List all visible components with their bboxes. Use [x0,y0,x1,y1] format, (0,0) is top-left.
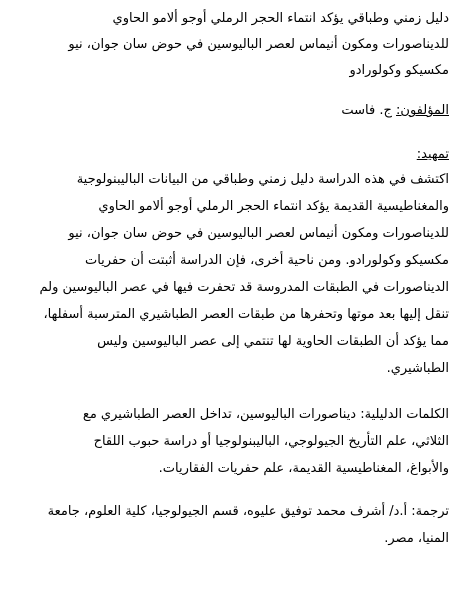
keywords-label: الكلمات الدليلية: [360,407,449,422]
intro-heading-text: تمهيد: [416,147,449,162]
intro-line: الديناصورات في الطبقات المدروسة قد تحفرت فيها في عصر الباليوسين ولم [39,280,449,295]
authors-value: ج. فاست [341,103,392,118]
intro-line: للديناصورات ومكون أنيماس لعصر الباليوسين في حوض سان جوان، نيو [68,226,449,241]
keywords-first-line [6,401,449,428]
translation-paragraph [6,498,449,552]
document-title [6,6,449,84]
translation-label: ترجمة: [411,504,449,519]
intro-line: مكسيكو وكولورادو. ومن ناحية أخرى، فإن الدراسة أثبتت أن حفريات [84,253,449,268]
keywords-line: الثلاثي، علم التأريخ الجيولوجي، الباليبنولوجيا أو دراسة حبوب اللقاح [93,434,449,449]
intro-line: مما يؤكد أن الطبقات الحاوية لها تنتمي إلى عصر الباليوسين وليس [97,334,449,349]
authors-line [6,100,449,122]
intro-line: الطباشيري. [386,361,449,376]
title-line: مكسيكو وكولورادو [349,63,449,78]
intro-line: اكتشف في هذه الدراسة دليل زمني وطباقي من البيانات الباليبنولوجية [76,172,449,187]
intro-line: والمغناطيسية القديمة يؤكد انتماء الحجر الرملي أوجو ألامو الحاوي [98,199,449,214]
keywords-line: والأبواغ، المغناطيسية القديمة، علم حفريات الفقاريات. [158,461,449,476]
intro-heading [6,144,449,166]
translation-first-line [6,498,449,525]
translation-line: أ.د/ أشرف محمد توفيق عليوه، قسم الجيولوجيا، كلية العلوم، جامعة [47,504,412,519]
keywords-line: ديناصورات الباليوسين، تداخل العصر الطباشيري مع [82,407,361,422]
translation-line: المنيا، مصر. [384,531,449,546]
intro-paragraph [6,166,449,382]
intro-line: تنقل إليها بعد موتها وتحفرها من طبقات العصر الطباشيري المترسبة أسفلها، [43,307,449,322]
authors-label: المؤلفون: [396,103,449,118]
title-line: دليل زمني وطباقي يؤكد انتماء الحجر الرملي أوجو ألامو الحاوي [112,11,449,26]
keywords-paragraph [6,401,449,482]
title-line: للديناصورات ومكون أنيماس لعصر الباليوسين في حوض سان جوان، نيو [68,37,449,52]
